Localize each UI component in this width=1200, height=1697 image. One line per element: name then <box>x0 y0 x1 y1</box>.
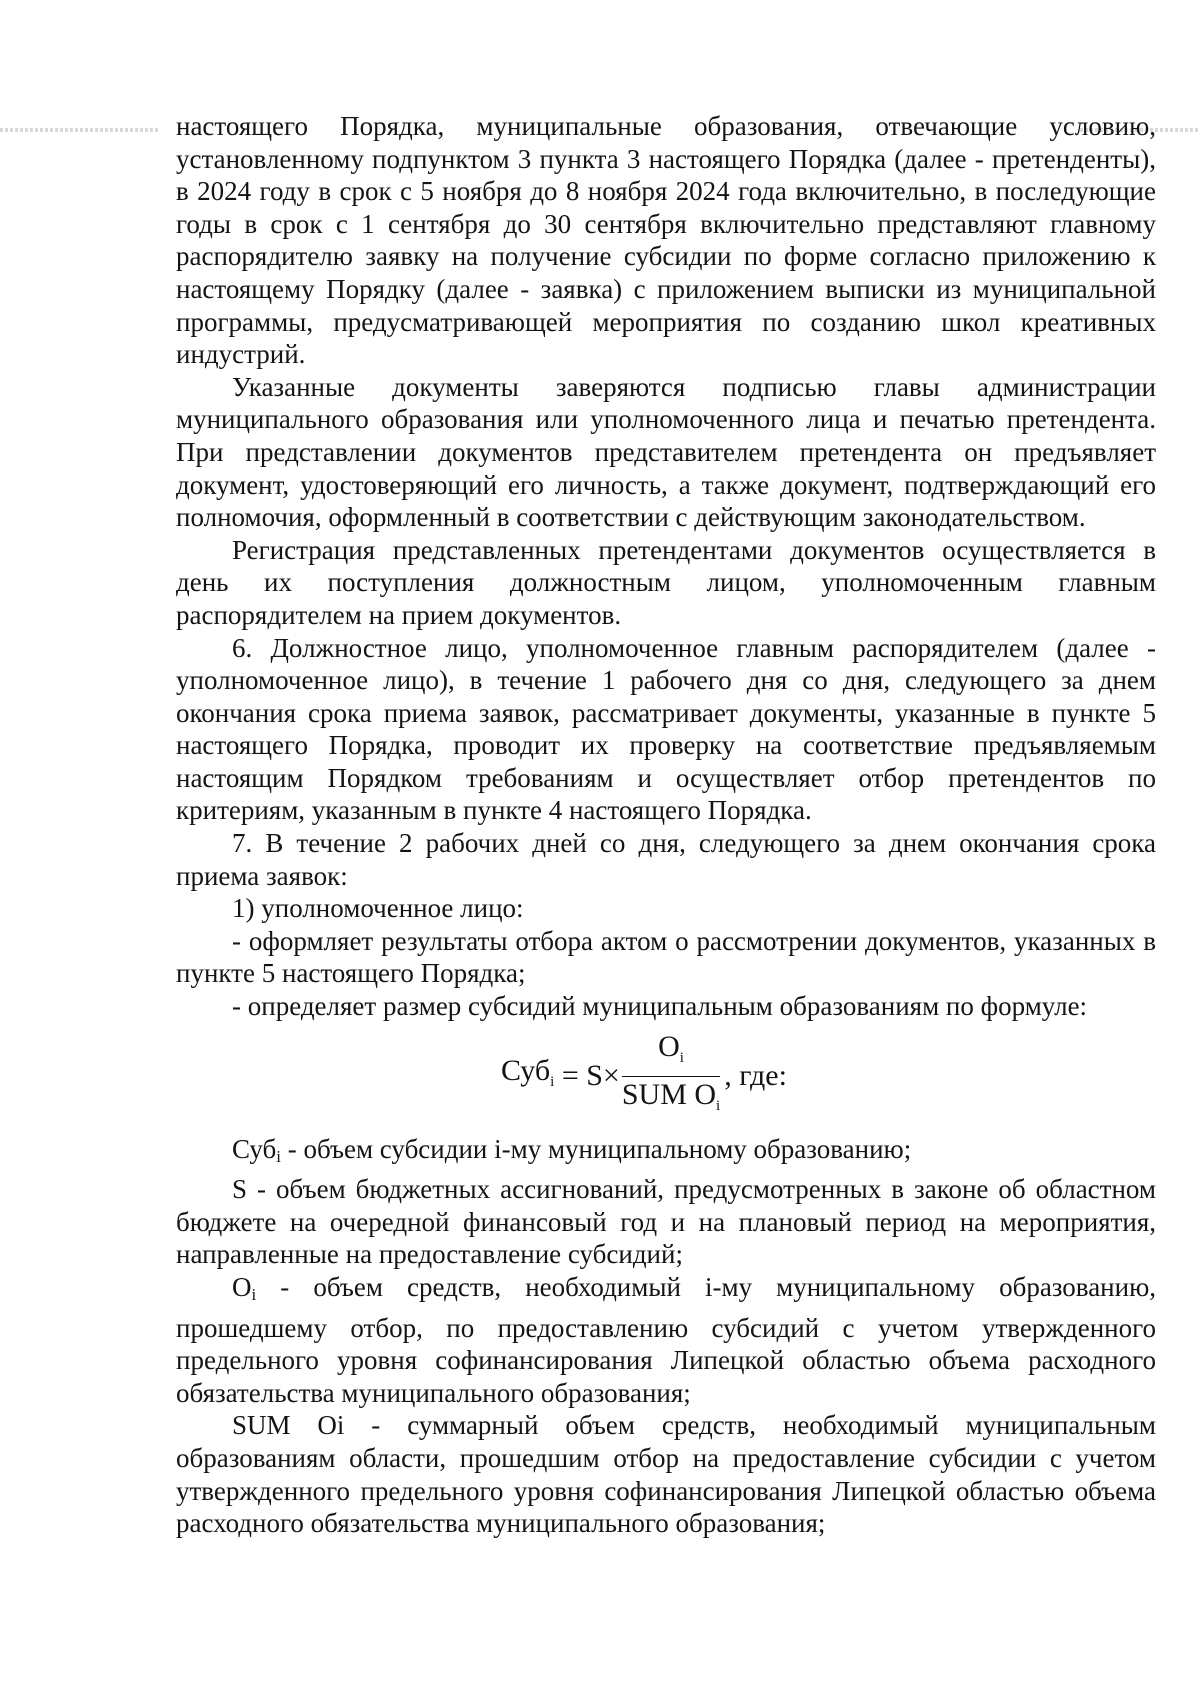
denominator-symbol: SUM O <box>621 1078 717 1112</box>
formula-lhs-subscript: i <box>550 1073 555 1090</box>
numerator-symbol: O <box>658 1029 680 1063</box>
paragraph-act: - оформляет результаты отбора актом о рассмотрении документов, указанных в пункте 5 настоящего Порядка; <box>176 925 1156 989</box>
formula-equals: = <box>554 1059 587 1093</box>
paragraph-item-6: 6. Должностное лицо, уполномоченное главным распорядителем (далее - уполномоченное лицо), в течение 1 рабочего дня со дня, следующего за днем окончания срока приема заявок, рассматривает документы, указанные в пункте 5 настоящего Порядка, проводит их проверку на соответствие предъявляемым настоящим Порядком требованиям и осуществляет отбор претендентов по критериям, указанным в пункте 4 настоящего Порядка. <box>176 632 1156 826</box>
definition-sub-i-text: - объем субсидии i-му муниципальному образованию; <box>280 1133 912 1164</box>
paragraph-applications: настоящего Порядка, муниципальные образования, отвечающие условию, установленному подпунктом 3 пункта 3 настоящего Порядка (далее - претенденты), в 2024 году в срок с 5 ноября до 8 ноября 2024 года включительно, в последующие годы в срок с 1 сентября до 30 сентября включительно представляют главному распорядителю заявку на получение субсидии по форме согласно приложению к настоящему Порядку (далее - заявка) с приложением выписки из муниципальной программы, предусматривающей мероприятия по созданию школ креативных индустрий. <box>176 111 1156 370</box>
scan-artifact-left <box>0 128 160 132</box>
document-page <box>176 110 1156 1540</box>
formula-lhs-symbol: Суб <box>501 1053 551 1087</box>
definition-sum-oi: SUM Oi - суммарный объем средств, необходимый муниципальным образованиям области, прошедшим отбор на предоставление субсидии с учетом утвержденного предельного уровня софинансирования Липецкой областью объема расходного обязательства муниципального образования; <box>176 1410 1156 1539</box>
numerator-subscript: i <box>679 1049 684 1066</box>
definition-sub-i-subscript: i <box>276 1146 281 1166</box>
formula-fraction <box>622 1031 720 1123</box>
formula-s: S <box>586 1059 603 1093</box>
formula-denominator <box>622 1077 720 1123</box>
paragraph-certification: Указанные документы заверяются подписью главы администрации муниципального образования или уполномоченного лица и печатью претендента. При представлении документов представителем претендента он предъявляет документ, удостоверяющий его личность, а также документ, подтверждающий его полномочия, оформленный в соответствии с действующим законодательством. <box>176 371 1156 533</box>
subsidy-formula <box>176 1027 1156 1127</box>
definition-o-i-symbol: O <box>232 1272 252 1302</box>
definition-o-i-subscript: i <box>251 1285 257 1304</box>
paragraph-formula-intro: - определяет размер субсидий муниципальным образованиям по формуле: <box>232 991 1088 1022</box>
denominator-subscript: i <box>716 1098 721 1115</box>
formula-lhs <box>501 1055 554 1099</box>
definition-sub-i-symbol: Суб <box>232 1133 277 1164</box>
formula-times: × <box>602 1059 620 1093</box>
definition-o-i-text: - объем средств, необходимый i-му муниципальному образованию, прошедшему отбор, по предоставлению субсидий с учетом утвержденного предельного уровня софинансирования Липецкой областью объема расходного обязательства муниципального образования; <box>176 1272 1156 1408</box>
definition-sub-i <box>176 1133 1156 1174</box>
definition-o-i <box>176 1271 1156 1409</box>
formula-numerator <box>622 1031 720 1078</box>
paragraph-registration: Регистрация представленных претендентами документов осуществляется в день их поступления должностным лицом, уполномоченным главным распорядителем на прием документов. <box>176 534 1156 630</box>
paragraph-item-7: 7. В течение 2 рабочих дней со дня, следующего за днем окончания срока приема заявок: <box>176 828 1156 891</box>
paragraph-subitem-1: 1) уполномоченное лицо: <box>232 893 524 924</box>
formula-tail: , где: <box>724 1059 787 1093</box>
definition-s: S - объем бюджетных ассигнований, предусмотренных в законе об областном бюджете на очередной финансовый год и на плановый период на мероприятия, направленные на предоставление субсидий; <box>176 1174 1156 1270</box>
